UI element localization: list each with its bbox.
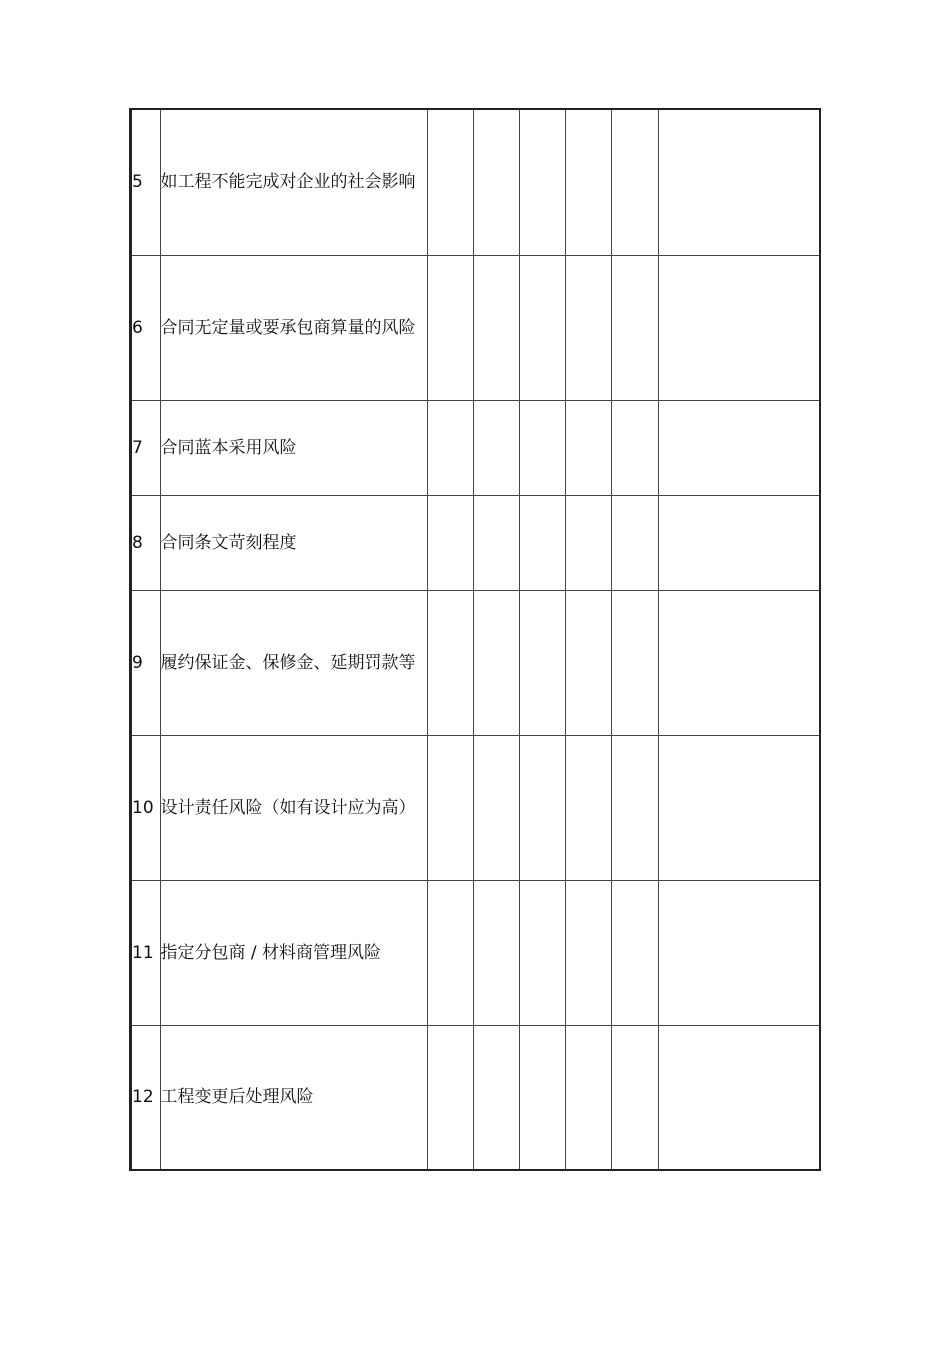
remarks-cell: [658, 400, 820, 495]
risk-item-text: 工程变更后处理风险: [160, 1025, 427, 1170]
rating-cell: [473, 735, 519, 880]
remarks-cell: [658, 880, 820, 1025]
remarks-cell: [658, 109, 820, 255]
rating-cell: [611, 495, 658, 590]
rating-cell: [427, 590, 473, 735]
rating-cell: [427, 880, 473, 1025]
rating-cell: [519, 590, 565, 735]
rating-cell: [565, 255, 611, 400]
row-number: 12: [131, 1025, 160, 1170]
rating-cell: [565, 735, 611, 880]
remarks-cell: [658, 255, 820, 400]
rating-cell: [565, 495, 611, 590]
rating-cell: [611, 735, 658, 880]
risk-item-text: 合同无定量或要承包商算量的风险: [160, 255, 427, 400]
table-row: [131, 400, 820, 495]
rating-cell: [565, 1025, 611, 1170]
rating-cell: [519, 735, 565, 880]
remarks-cell: [658, 735, 820, 880]
risk-item-text: 如工程不能完成对企业的社会影响: [160, 109, 427, 255]
table-row: [131, 590, 820, 735]
rating-cell: [427, 255, 473, 400]
rating-cell: [427, 1025, 473, 1170]
row-number: 10: [131, 735, 160, 880]
table-row: [131, 735, 820, 880]
table-row: [131, 255, 820, 400]
rating-cell: [519, 400, 565, 495]
table-row: [131, 495, 820, 590]
rating-cell: [473, 590, 519, 735]
rating-cell: [519, 109, 565, 255]
rating-cell: [473, 1025, 519, 1170]
rating-cell: [519, 880, 565, 1025]
rating-cell: [427, 495, 473, 590]
rating-cell: [611, 1025, 658, 1170]
remarks-cell: [658, 495, 820, 590]
remarks-cell: [658, 1025, 820, 1170]
rating-cell: [427, 400, 473, 495]
risk-item-text: 设计责任风险（如有设计应为高）: [160, 735, 427, 880]
risk-item-text: 履约保证金、保修金、延期罚款等: [160, 590, 427, 735]
rating-cell: [473, 109, 519, 255]
table-row: [131, 109, 820, 255]
table-row: [131, 880, 820, 1025]
rating-cell: [473, 255, 519, 400]
rating-cell: [611, 400, 658, 495]
rating-cell: [565, 109, 611, 255]
rating-cell: [473, 880, 519, 1025]
risk-item-text: 合同条文苛刻程度: [160, 495, 427, 590]
rating-cell: [519, 495, 565, 590]
row-number: 6: [131, 255, 160, 400]
rating-cell: [519, 1025, 565, 1170]
rating-cell: [519, 255, 565, 400]
rating-cell: [473, 495, 519, 590]
row-number: 11: [131, 880, 160, 1025]
row-number: 7: [131, 400, 160, 495]
rating-cell: [611, 590, 658, 735]
risk-item-text: 合同蓝本采用风险: [160, 400, 427, 495]
rating-cell: [611, 109, 658, 255]
rating-cell: [565, 400, 611, 495]
rating-cell: [565, 590, 611, 735]
row-number: 5: [131, 109, 160, 255]
remarks-cell: [658, 590, 820, 735]
rating-cell: [611, 880, 658, 1025]
rating-cell: [565, 880, 611, 1025]
rating-cell: [427, 109, 473, 255]
table-row: [131, 1025, 820, 1170]
risk-item-text: 指定分包商 / 材料商管理风险: [160, 880, 427, 1025]
row-number: 9: [131, 590, 160, 735]
rating-cell: [473, 400, 519, 495]
risk-assessment-table: [130, 108, 821, 1171]
rating-cell: [427, 735, 473, 880]
rating-cell: [611, 255, 658, 400]
row-number: 8: [131, 495, 160, 590]
